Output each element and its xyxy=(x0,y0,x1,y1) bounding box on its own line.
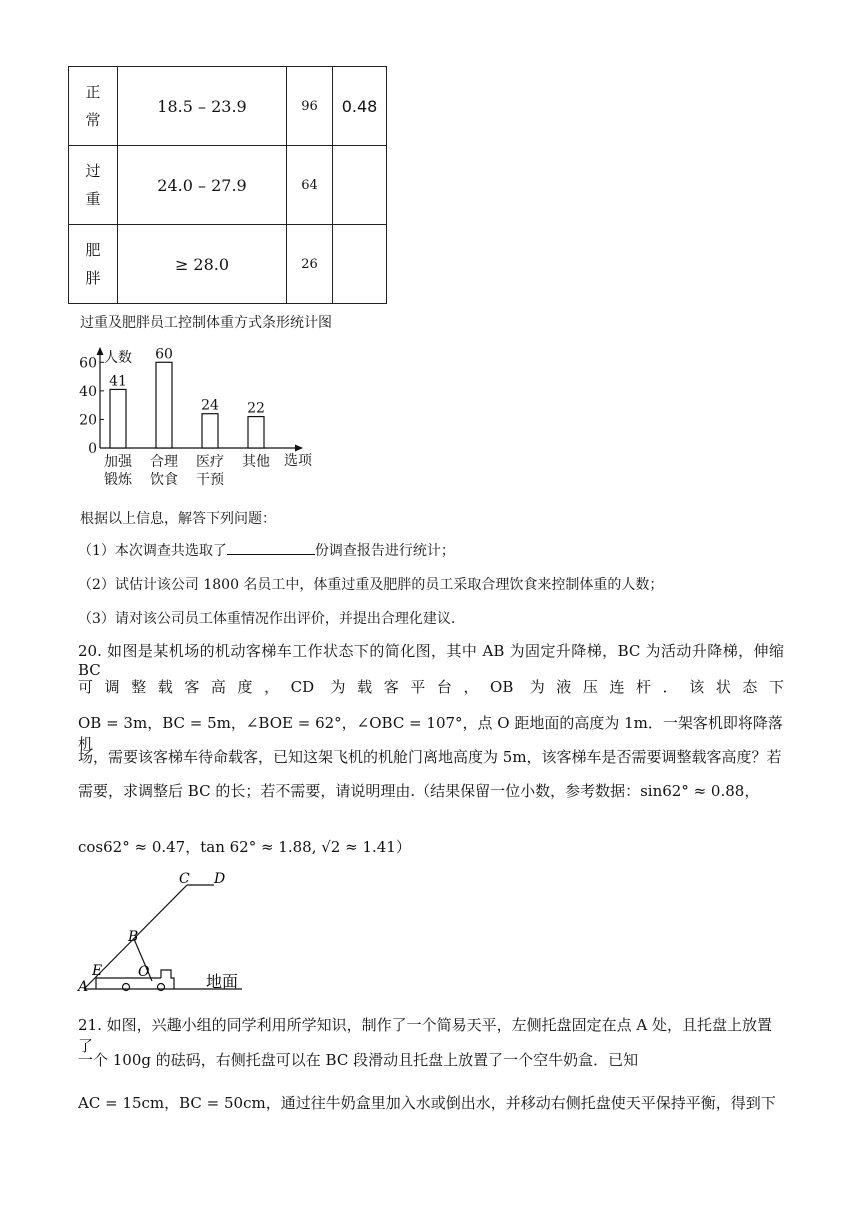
count-cell: 26 xyxy=(287,225,333,304)
q21-line3: AC = 15cm，BC = 50cm，通过往牛奶盒里加入水或倒出水，并移动右侧托盘使天平保持平衡，得到下 xyxy=(78,1094,776,1112)
label-B: B xyxy=(128,929,139,945)
bar xyxy=(156,362,172,448)
bmi-range-cell: ≥ 28.0 xyxy=(118,225,287,304)
bar xyxy=(248,417,264,448)
label-ground: 地面 xyxy=(206,972,239,991)
q20-line2: 可调整载客高度，CD 为载客平台，OB 为液压连杆．该状态下 xyxy=(78,678,784,696)
category-cell: 正 常 xyxy=(69,67,118,146)
bar-value-label: 41 xyxy=(109,373,127,390)
y-tick-label: 0 xyxy=(88,441,97,457)
table-row xyxy=(69,67,387,146)
label-C: C xyxy=(179,871,190,887)
frequency-cell xyxy=(333,146,387,225)
table-row xyxy=(69,225,387,304)
x-category-label: 合理 xyxy=(150,454,178,470)
x-axis-arrow xyxy=(295,445,303,452)
y-tick-label: 60 xyxy=(79,355,97,372)
label-O: O xyxy=(138,964,150,980)
bar-value-label: 60 xyxy=(155,346,173,363)
q19-intro: 根据以上信息，解答下列问题： xyxy=(80,511,276,527)
q20-line5: 需要，求调整后 BC 的长；若不需要，请说明理由.（结果保留一位小数，参考数据：sin62° ≈ 0.88， xyxy=(78,782,760,800)
q20-line3: OB = 3m，BC = 5m，∠BOE = 62°，∠OBC = 107°，点 O 距地面的高度为 1m．一架客机即将降落机 xyxy=(78,714,783,753)
count-cell: 64 xyxy=(287,146,333,225)
x-category-label: 锻炼 xyxy=(104,472,132,488)
y-tick-label: 20 xyxy=(79,412,97,429)
q19-part2: （2）试估计该公司 1800 名员工中，体重过重及肥胖的员工采取合理饮食来控制体重的人数； xyxy=(78,577,664,593)
bar-value-label: 22 xyxy=(247,400,265,417)
x-category-label: 饮食 xyxy=(150,472,178,488)
count-cell: 96 xyxy=(287,67,333,146)
x-category-label: 医疗 xyxy=(196,454,224,470)
q21-line1: 21. 如图，兴趣小组的同学利用所学知识，制作了一个简易天平，左侧托盘固定在点 A 处，且托盘上放置了 xyxy=(78,1016,772,1055)
bmi-table xyxy=(68,66,387,304)
y-axis-label: 人数 xyxy=(104,350,132,366)
frequency-cell: 0.48 xyxy=(333,67,387,146)
q19-part1-b: 份调查报告进行统计； xyxy=(314,543,455,559)
q20-line1: 20. 如图是某机场的机动客梯车工作状态下的简化图，其中 AB 为固定升降梯，BC 为活动升降梯，伸缩 BC xyxy=(78,642,784,679)
label-A: A xyxy=(78,979,89,995)
bmi-range-cell: 18.5 – 23.9 xyxy=(118,67,287,146)
y-tick-label: 40 xyxy=(79,383,97,400)
frequency-cell xyxy=(333,225,387,304)
chart-title: 过重及肥胖员工控制体重方式条形统计图 xyxy=(80,315,332,331)
bar-value-label: 24 xyxy=(201,397,219,414)
category-cell: 过 重 xyxy=(69,146,118,225)
category-cell: 肥 胖 xyxy=(69,225,118,304)
y-axis-arrow xyxy=(97,347,104,355)
bar xyxy=(110,389,126,448)
bmi-range-cell: 24.0 – 27.9 xyxy=(118,146,287,225)
table-row xyxy=(69,146,387,225)
q21-line2: 一个 100g 的砝码，右侧托盘可以在 BC 段滑动且托盘上放置了一个空牛奶盒．已知 xyxy=(78,1051,639,1069)
q20-line4: 场，需要该客梯车待命载客，已知这架飞机的机舱门离地高度为 5m，该客梯车是否需要调整载客高度？若 xyxy=(78,748,782,766)
answer-blank xyxy=(227,540,315,555)
x-category-label: 干预 xyxy=(196,472,224,488)
x-category-label: 加强 xyxy=(104,454,132,470)
label-D: D xyxy=(214,871,226,887)
q19-part3: （3）请对该公司员工体重情况作出评价，并提出合理化建议. xyxy=(78,611,456,627)
q19-part1-a: （1）本次调查共选取了 xyxy=(78,543,227,559)
bar-chart xyxy=(72,340,332,500)
q20-line6: cos62° ≈ 0.47，tan 62° ≈ 1.88, √2 ≈ 1.41） xyxy=(78,838,411,856)
x-axis-label: 选项 xyxy=(284,453,312,469)
q19-part1 xyxy=(78,540,455,560)
bar xyxy=(202,414,218,448)
x-category-label: 其他 xyxy=(242,454,270,470)
label-E: E xyxy=(92,963,103,979)
stair-truck-figure xyxy=(74,870,264,1000)
